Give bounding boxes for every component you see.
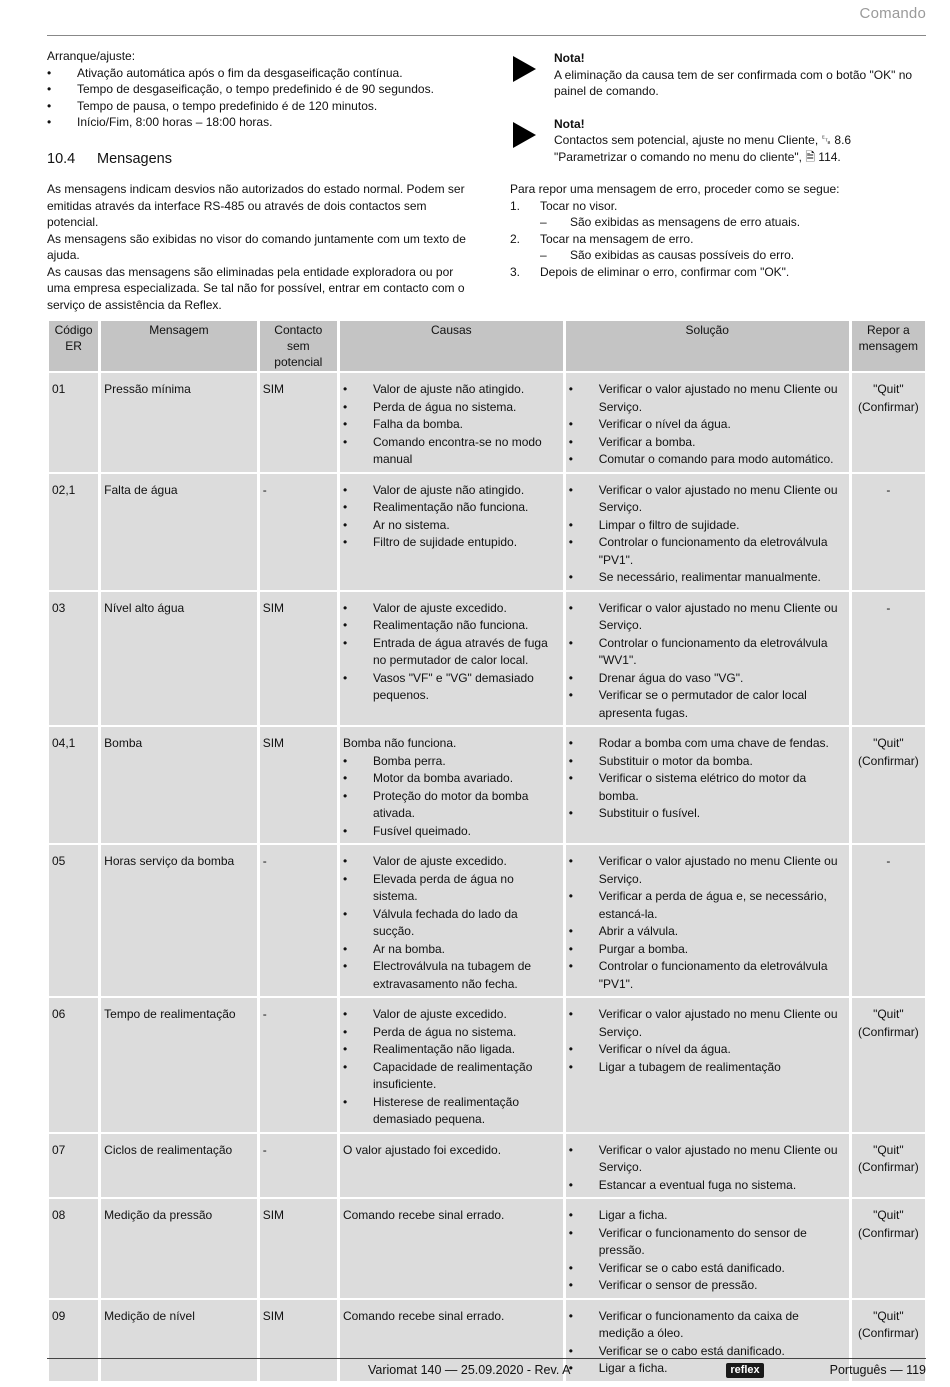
error-causes — [340, 1134, 563, 1198]
step-text: Depois de eliminar o erro, confirmar com "OK". — [540, 264, 790, 279]
solution-item: • Verificar o nível da água. — [569, 1041, 846, 1059]
error-causes — [340, 998, 563, 1132]
solution-item: • Drenar água do vaso "VG". — [569, 670, 846, 688]
cause-item: • Entrada de água através de fuga no permutador de calor local. — [343, 635, 560, 670]
error-reset: "Quit" (Confirmar) — [852, 373, 925, 472]
table-row — [49, 1134, 925, 1198]
cause-intro: Bomba não funciona. — [342, 736, 457, 750]
error-reset: "Quit" (Confirmar) — [852, 998, 925, 1132]
right-column — [510, 50, 926, 280]
solution-item: • Se necessário, realimentar manualmente. — [569, 569, 846, 587]
cause-item: • Realimentação não funciona. — [343, 499, 560, 517]
error-contact: - — [260, 1134, 337, 1198]
solution-item: • Verificar o valor ajustado no menu Cliente ou Serviço. — [569, 853, 846, 888]
solution-list — [569, 735, 846, 823]
footer-page-number: Português — 119 — [829, 1363, 926, 1377]
note-title: Nota! — [554, 51, 585, 65]
note-text: A eliminação da causa tem de ser confirmada com o botão "OK" no painel de comando. — [554, 67, 913, 98]
error-contact: - — [260, 998, 337, 1132]
cause-item: • Filtro de sujidade entupido. — [343, 534, 560, 552]
header-reset: Repor a mensagem — [852, 321, 925, 371]
error-contact: - — [260, 845, 337, 996]
step-number: 2. — [510, 231, 521, 246]
cause-item: • Proteção do motor da bomba ativada. — [343, 788, 560, 823]
error-causes — [340, 1199, 563, 1298]
page-header-title: Comando — [859, 5, 926, 22]
table-row — [49, 727, 925, 843]
cause-item: • Falha da bomba. — [343, 416, 560, 434]
startup-item: • Ativação automática após o fim da desgaseificação contínua. — [47, 65, 467, 82]
solution-list — [569, 1006, 846, 1076]
header-divider — [47, 35, 926, 36]
cause-list — [343, 753, 560, 841]
error-reset: - — [852, 845, 925, 996]
note-arrow-icon — [513, 122, 536, 148]
cause-item: • Ar no sistema. — [343, 517, 560, 535]
error-causes — [340, 373, 563, 472]
startup-item: • Início/Fim, 8:00 horas – 18:00 horas. — [47, 114, 467, 131]
left-column — [47, 48, 467, 313]
error-solution — [566, 373, 849, 472]
solution-item: • Purgar a bomba. — [569, 941, 846, 959]
section-paragraph: As mensagens são exibidas no visor do comando juntamente com um texto de ajuda. — [47, 231, 466, 262]
step-number: 1. — [510, 198, 521, 213]
solution-item: • Rodar a bomba com uma chave de fendas. — [569, 735, 846, 753]
error-reset: "Quit" (Confirmar) — [852, 1300, 925, 1381]
error-reset: - — [852, 474, 925, 590]
error-message: Pressão mínima — [101, 373, 257, 472]
solution-item: • Controlar o funcionamento da eletroválvula "PV1". — [569, 534, 846, 569]
error-contact: SIM — [260, 727, 337, 843]
cause-item: • Válvula fechada do lado da sucção. — [343, 906, 560, 941]
header-message: Mensagem — [101, 321, 257, 371]
error-code: 07 — [49, 1134, 98, 1198]
solution-item: • Verificar se o cabo está danificado. — [569, 1343, 846, 1361]
table-row — [49, 373, 925, 472]
solution-item: • Substituir o motor da bomba. — [569, 753, 846, 771]
solution-item: • Substituir o fusível. — [569, 805, 846, 823]
section-number: 10.4 — [47, 150, 76, 167]
startup-list — [47, 65, 467, 131]
error-message: Ciclos de realimentação — [101, 1134, 257, 1198]
error-solution — [566, 1134, 849, 1198]
error-message: Bomba — [101, 727, 257, 843]
cause-item: • Fusível queimado. — [343, 823, 560, 841]
table-row — [49, 1199, 925, 1298]
solution-item: • Verificar o nível da água. — [569, 416, 846, 434]
cause-item: • Valor de ajuste excedido. — [343, 853, 560, 871]
footer-divider — [47, 1358, 926, 1359]
error-code: 02,1 — [49, 474, 98, 590]
error-solution — [566, 845, 849, 996]
solution-list — [569, 482, 846, 587]
error-code: 08 — [49, 1199, 98, 1298]
error-solution — [566, 592, 849, 726]
table-row — [49, 845, 925, 996]
cause-item: • Valor de ajuste não atingido. — [343, 381, 560, 399]
note-text: Contactos sem potencial, ajuste no menu Cliente, ␗ 8.6 "Parametrizar o comando no menu do cliente", 🗎 114. — [554, 133, 852, 164]
error-causes — [340, 592, 563, 726]
header-contact: Contacto sem potencial — [260, 321, 337, 371]
reset-intro: Para repor uma mensagem de erro, proceder como se segue: — [510, 182, 840, 196]
solution-item: • Controlar o funcionamento da eletroválvula "WV1". — [569, 635, 846, 670]
error-reset: "Quit" (Confirmar) — [852, 1134, 925, 1198]
error-message: Tempo de realimentação — [101, 998, 257, 1132]
cause-item: • Electroválvula na tubagem de extravasamento não fecha. — [343, 958, 560, 993]
cause-item: • Vasos "VF" e "VG" demasiado pequenos. — [343, 670, 560, 705]
error-reset: "Quit" (Confirmar) — [852, 1199, 925, 1298]
solution-list — [569, 1308, 846, 1378]
reset-step — [510, 198, 926, 231]
solution-item: • Verificar o valor ajustado no menu Cliente ou Serviço. — [569, 1006, 846, 1041]
error-causes — [340, 727, 563, 843]
cause-item: • Realimentação não funciona. — [343, 617, 560, 635]
error-causes — [340, 845, 563, 996]
step-result: – São exibidas as causas possíveis do erro. — [540, 247, 926, 264]
table-row — [49, 592, 925, 726]
cause-list — [343, 853, 560, 993]
cause-item: • Perda de água no sistema. — [343, 399, 560, 417]
solution-item: • Verificar o valor ajustado no menu Cliente ou Serviço. — [569, 482, 846, 517]
section-paragraph: As mensagens indicam desvios não autorizados do estado normal. Podem ser emitidas através da interface RS-485 ou através de dois contactos sem potencial. — [47, 182, 465, 229]
cause-list — [343, 381, 560, 469]
cause-item: • Perda de água no sistema. — [343, 1024, 560, 1042]
error-contact: SIM — [260, 373, 337, 472]
solution-list — [569, 1142, 846, 1195]
cause-item: • Valor de ajuste excedido. — [343, 1006, 560, 1024]
error-message: Nível alto água — [101, 592, 257, 726]
solution-item: • Ligar a tubagem de realimentação — [569, 1059, 846, 1077]
solution-item: • Verificar o funcionamento do sensor de pressão. — [569, 1225, 846, 1260]
reset-step — [510, 264, 926, 281]
solution-list — [569, 853, 846, 993]
solution-item: • Verificar se o cabo está danificado. — [569, 1260, 846, 1278]
error-solution — [566, 727, 849, 843]
solution-list — [569, 1207, 846, 1295]
solution-item: • Ligar a ficha. — [569, 1207, 846, 1225]
table-body — [49, 373, 925, 1381]
error-contact: SIM — [260, 1199, 337, 1298]
note-box — [510, 116, 926, 166]
error-solution — [566, 1300, 849, 1381]
cause-item: • Bomba perra. — [343, 753, 560, 771]
startup-item: • Tempo de desgaseificação, o tempo predefinido é de 90 segundos. — [47, 81, 467, 98]
error-solution — [566, 474, 849, 590]
solution-item: • Verificar a bomba. — [569, 434, 846, 452]
solution-item: • Abrir a válvula. — [569, 923, 846, 941]
error-solution — [566, 1199, 849, 1298]
solution-list — [569, 381, 846, 469]
cause-item: • Elevada perda de água no sistema. — [343, 871, 560, 906]
error-message: Medição de nível — [101, 1300, 257, 1381]
solution-item: • Verificar o valor ajustado no menu Cliente ou Serviço. — [569, 600, 846, 635]
error-solution — [566, 998, 849, 1132]
cause-intro: O valor ajustado foi excedido. — [342, 1142, 502, 1157]
solution-item: • Verificar o sistema elétrico do motor da bomba. — [569, 770, 846, 805]
header-solution: Solução — [566, 321, 849, 371]
cause-list — [343, 600, 560, 705]
solution-item: • Verificar o valor ajustado no menu Cliente ou Serviço. — [569, 1142, 846, 1177]
cause-item: • Ar na bomba. — [343, 941, 560, 959]
cause-intro: Comando recebe sinal errado. — [342, 1208, 505, 1222]
reset-steps — [510, 198, 926, 281]
cause-item: • Comando encontra-se no modo manual — [343, 434, 560, 469]
section-title: Mensagens — [97, 150, 172, 167]
error-reset: "Quit" (Confirmar) — [852, 727, 925, 843]
error-message: Horas serviço da bomba — [101, 845, 257, 996]
step-number: 3. — [510, 264, 521, 279]
solution-item: • Verificar o valor ajustado no menu Cliente ou Serviço. — [569, 381, 846, 416]
error-causes — [340, 474, 563, 590]
error-message: Falta de água — [101, 474, 257, 590]
error-message: Medição da pressão — [101, 1199, 257, 1298]
solution-item: • Verificar a perda de água e, se necessário, estancá-la. — [569, 888, 846, 923]
step-text: Tocar na mensagem de erro. — [540, 231, 694, 246]
solution-item: • Verificar o sensor de pressão. — [569, 1277, 846, 1295]
cause-item: • Valor de ajuste excedido. — [343, 600, 560, 618]
error-code: 04,1 — [49, 727, 98, 843]
reset-step — [510, 231, 926, 264]
error-code: 03 — [49, 592, 98, 726]
header-causes: Causas — [340, 321, 563, 371]
table-row — [49, 474, 925, 590]
cause-list — [343, 482, 560, 552]
solution-item: • Limpar o filtro de sujidade. — [569, 517, 846, 535]
step-result: – São exibidas as mensagens de erro atuais. — [540, 214, 926, 231]
solution-item: • Verificar se o permutador de calor local apresenta fugas. — [569, 687, 846, 722]
step-text: Tocar no visor. — [540, 198, 618, 213]
error-code: 06 — [49, 998, 98, 1132]
cause-item: • Capacidade de realimentação insuficiente. — [343, 1059, 560, 1094]
header-code: Código ER — [49, 321, 98, 371]
note-title: Nota! — [554, 116, 585, 131]
note-arrow-icon — [513, 56, 536, 82]
section-paragraph: As causas das mensagens são eliminadas pela entidade exploradora ou por uma empresa especializada. Se tal não for possível, entrar em contacto com o serviço de assistência da Reflex. — [47, 264, 465, 312]
startup-title: Arranque/ajuste: — [47, 49, 136, 63]
cause-item: • Motor da bomba avariado. — [343, 770, 560, 788]
footer-document: Variomat 140 — 25.09.2020 - Rev. A — [368, 1363, 571, 1377]
cause-item: • Realimentação não ligada. — [343, 1041, 560, 1059]
cause-item: • Histerese de realimentação demasiado pequena. — [343, 1094, 560, 1129]
error-contact: - — [260, 474, 337, 590]
error-contact: SIM — [260, 1300, 337, 1381]
error-contact: SIM — [260, 592, 337, 726]
reflex-logo: reflex — [726, 1363, 764, 1378]
solution-item: • Controlar o funcionamento da eletroválvula "PV1". — [569, 958, 846, 993]
section-heading — [47, 151, 467, 168]
table-header-row — [49, 321, 925, 371]
error-reset: - — [852, 592, 925, 726]
error-code: 09 — [49, 1300, 98, 1381]
table-row — [49, 998, 925, 1132]
cause-intro: Comando recebe sinal errado. — [342, 1308, 505, 1323]
note-box — [510, 50, 926, 100]
cause-list — [343, 1006, 560, 1129]
solution-item: • Ligar a ficha. — [569, 1360, 846, 1378]
solution-item: • Comutar o comando para modo automático. — [569, 451, 846, 469]
solution-item: • Verificar o funcionamento da caixa de medição a óleo. — [569, 1308, 846, 1343]
solution-item: • Estancar a eventual fuga no sistema. — [569, 1177, 846, 1195]
solution-list — [569, 600, 846, 723]
cause-item: • Valor de ajuste não atingido. — [343, 482, 560, 500]
error-messages-table — [46, 319, 928, 1383]
error-code: 05 — [49, 845, 98, 996]
error-code: 01 — [49, 373, 98, 472]
startup-item: • Tempo de pausa, o tempo predefinido é de 120 minutos. — [47, 98, 467, 115]
